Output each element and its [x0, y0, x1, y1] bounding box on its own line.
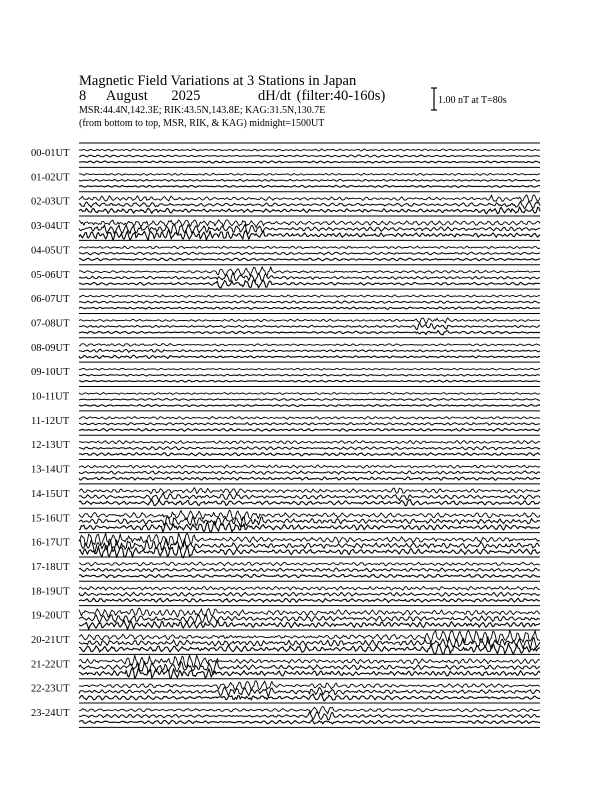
row-19-20UT — [31, 606, 540, 630]
hour-label: 07-08UT — [31, 318, 70, 330]
trace-RIK — [79, 494, 540, 501]
trace-KAG — [79, 488, 540, 494]
trace-KAG — [79, 441, 540, 444]
trace-MSR — [79, 207, 540, 214]
trace-RIK — [79, 398, 540, 400]
trace-RIK — [79, 349, 540, 352]
row-06-07UT — [31, 289, 540, 309]
hour-label: 06-07UT — [31, 294, 70, 306]
station-order-note: (from bottom to top, MSR, RIK, & KAG) midnight=1500UT — [79, 118, 325, 129]
trace-RIK — [79, 447, 540, 450]
trace-MSR — [79, 545, 540, 558]
trace-KAG — [79, 246, 540, 249]
scale-bar-label: 1.00 nT at T=80s — [438, 95, 507, 106]
row-11-12UT — [31, 411, 540, 431]
trace-RIK — [79, 592, 540, 596]
trace-KAG — [79, 510, 540, 520]
trace-RIK — [79, 252, 540, 255]
trace-KAG — [79, 344, 540, 347]
trace-MSR — [79, 574, 540, 578]
trace-MSR — [79, 280, 540, 288]
trace-RIK — [79, 568, 540, 572]
row-14-15UT — [31, 484, 540, 506]
trace-MSR — [79, 453, 540, 456]
trace-RIK — [79, 712, 540, 720]
trace-MSR — [79, 185, 540, 187]
trace-KAG — [79, 562, 540, 566]
trace-RIK — [79, 179, 540, 181]
trace-RIK — [79, 516, 540, 527]
row-00-01UT — [31, 143, 540, 163]
trace-RIK — [79, 201, 540, 209]
hour-label: 23-24UT — [31, 708, 70, 720]
row-17-18UT — [31, 557, 540, 578]
hour-label: 17-18UT — [31, 561, 70, 573]
hour-label: 16-17UT — [31, 537, 70, 549]
trace-RIK — [79, 155, 540, 157]
hour-label: 13-14UT — [31, 464, 70, 476]
date-month: August — [105, 88, 148, 104]
hour-label: 11-12UT — [31, 415, 70, 427]
trace-KAG — [79, 586, 540, 590]
row-07-08UT — [31, 313, 540, 335]
hour-label: 01-02UT — [31, 172, 70, 184]
row-18-19UT — [31, 581, 540, 602]
row-01-02UT — [31, 167, 540, 187]
row-03-04UT — [31, 216, 540, 240]
trace-RIK — [79, 615, 540, 624]
row-12-13UT — [31, 435, 540, 456]
hour-label: 14-15UT — [31, 488, 70, 500]
hour-label: 00-01UT — [31, 148, 70, 159]
row-02-03UT — [31, 192, 540, 214]
hour-label: 08-09UT — [31, 342, 70, 354]
hour-label: 15-16UT — [31, 513, 70, 525]
trace-KAG — [79, 368, 540, 370]
trace-MSR — [79, 500, 540, 506]
hour-label: 09-10UT — [31, 367, 70, 379]
trace-MSR — [79, 429, 540, 432]
row-09-10UT — [31, 362, 540, 382]
trace-KAG — [79, 267, 540, 276]
row-10-11UT — [31, 387, 540, 407]
trace-KAG — [79, 417, 540, 420]
trace-KAG — [79, 195, 540, 202]
hour-label: 02-03UT — [31, 196, 70, 208]
trace-KAG — [79, 220, 540, 228]
row-21-22UT — [31, 654, 540, 678]
hour-label: 05-06UT — [31, 269, 70, 281]
hour-label: 22-23UT — [31, 683, 70, 695]
date-year: 2025 — [171, 88, 201, 104]
trace-MSR — [79, 380, 540, 382]
row-22-23UT — [31, 679, 540, 701]
trace-KAG — [79, 393, 540, 395]
trace-RIK — [79, 273, 540, 283]
trace-KAG — [79, 149, 540, 151]
trace-MSR — [79, 161, 540, 163]
quantity-label: dH/dt (filter:40-160s) — [258, 88, 386, 104]
trace-MSR — [79, 405, 540, 407]
row-08-09UT — [31, 338, 540, 359]
trace-MSR — [79, 598, 540, 602]
trace-RIK — [79, 374, 540, 376]
trace-KAG — [79, 173, 540, 175]
hour-label: 19-20UT — [31, 610, 70, 622]
trace-RIK — [79, 301, 540, 303]
hour-label: 04-05UT — [31, 245, 70, 257]
row-05-06UT — [31, 265, 540, 288]
hour-label: 18-19UT — [31, 586, 70, 598]
trace-MSR — [79, 477, 540, 480]
trace-MSR — [79, 229, 540, 240]
hour-label: 12-13UT — [31, 440, 70, 452]
trace-MSR — [79, 643, 540, 654]
trace-RIK — [79, 423, 540, 426]
row-13-14UT — [31, 460, 540, 481]
hour-label: 20-21UT — [31, 635, 70, 646]
trace-MSR — [79, 720, 540, 724]
trace-KAG — [79, 608, 540, 617]
trace-MSR — [79, 258, 540, 261]
date-day: 8 — [79, 88, 87, 104]
trace-KAG — [79, 681, 540, 691]
trace-KAG — [79, 318, 540, 324]
trace-MSR — [79, 694, 540, 702]
trace-MSR — [79, 331, 540, 336]
trace-MSR — [79, 521, 540, 532]
trace-KAG — [79, 465, 540, 468]
row-15-16UT — [31, 508, 540, 532]
trace-RIK — [79, 323, 540, 329]
hour-label: 03-04UT — [31, 221, 70, 233]
trace-MSR — [79, 307, 540, 309]
station-coordinates: MSR:44.4N,142.3E; RIK:43.5N,143.8E; KAG:31.5N,130.7E — [79, 105, 326, 116]
row-20-21UT — [31, 630, 540, 655]
chart-title: Magnetic Field Variations at 3 Stations in Japan — [79, 73, 357, 89]
row-16-17UT — [31, 533, 540, 558]
hour-label: 21-22UT — [31, 659, 70, 671]
row-23-24UT — [31, 703, 540, 724]
hour-label: 10-11UT — [31, 391, 70, 403]
trace-RIK — [79, 471, 540, 474]
trace-KAG — [79, 295, 540, 297]
row-04-05UT — [31, 240, 540, 260]
trace-MSR — [79, 355, 540, 358]
